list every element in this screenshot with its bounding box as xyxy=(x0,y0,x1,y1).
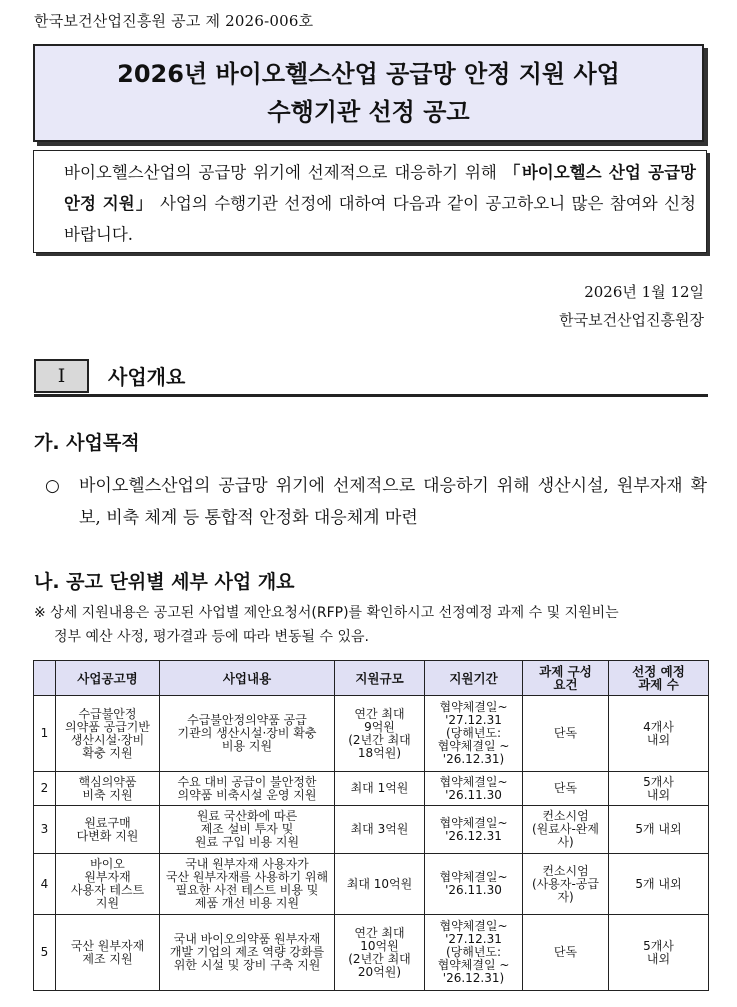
header-program-name: 사업공고명 xyxy=(56,661,160,696)
cell-requirement: 단독 xyxy=(523,696,609,772)
cell-requirement: 컨소시엄 (사용자-공급 자) xyxy=(523,854,609,915)
header-no xyxy=(34,661,56,696)
note-line-1: ※ 상세 지원내용은 공고된 사업별 제안요청서(RFP)를 확인하시고 선정예정 과제 수 및 지원비는 xyxy=(34,605,619,621)
header-scale: 지원규모 xyxy=(335,661,425,696)
bullet-circle-icon: ○ xyxy=(45,476,60,496)
cell-period: 협약체결일~ '26.11.30 xyxy=(425,854,523,915)
table-row xyxy=(34,854,709,915)
cell-program: 국산 원부자재 제조 지원 xyxy=(56,915,160,991)
table-header-row xyxy=(34,661,709,696)
cell-period: 협약체결일~ '26.11.30 xyxy=(425,772,523,806)
cell-count: 5개사 내외 xyxy=(609,915,709,991)
title-line-2: 수행기관 선정 공고 xyxy=(267,98,470,126)
cell-content: 수급불안정의약품 공급 기관의 생산시설·장비 확충 비용 지원 xyxy=(160,696,335,772)
cell-content: 국내 바이오의약품 원부자재 개발 기업의 제조 역량 강화를 위한 시설 및 장비 구축 지원 xyxy=(160,915,335,991)
cell-content: 국내 원부자재 사용자가 국산 원부자재를 사용하기 위해 필요한 사전 테스트 비용 및 제품 개선 비용 지원 xyxy=(160,854,335,915)
announcement-date: 2026년 1월 12일 xyxy=(584,283,704,301)
header-period: 지원기간 xyxy=(425,661,523,696)
cell-requirement: 단독 xyxy=(523,915,609,991)
intro-text-1: 바이오헬스산업의 공급망 위기에 선제적으로 대응하기 위해 xyxy=(64,163,504,182)
intro-paragraph xyxy=(46,157,696,250)
cell-count: 5개사 내외 xyxy=(609,772,709,806)
intro-text-2: 사업의 수행기관 선정에 대하여 다음과 같이 공고하오니 많은 참여와 신청 바랍니다. xyxy=(64,194,696,244)
notice-number: 한국보건산업진흥원 공고 제 2026-006호 xyxy=(34,12,314,30)
table-row xyxy=(34,915,709,991)
cell-program: 핵심의약품 비축 지원 xyxy=(56,772,160,806)
cell-no: 3 xyxy=(34,806,56,854)
program-name: 「바이오헬스 산업 공급망 안정 지원」 xyxy=(64,163,696,213)
purpose-bullet xyxy=(45,470,707,534)
details-heading: 나. 공고 단위별 세부 사업 개요 xyxy=(34,571,295,593)
cell-content: 수요 대비 공급이 불안정한 의약품 비축시설 운영 지원 xyxy=(160,772,335,806)
section-title: 사업개요 xyxy=(108,365,186,389)
cell-scale: 최대 10억원 xyxy=(335,854,425,915)
cell-period: 협약체결일~ '26.12.31 xyxy=(425,806,523,854)
cell-period: 협약체결일~ '27.12.31 (당해년도: 협약체결일 ~ '26.12.31) xyxy=(425,696,523,772)
header-selection-count: 선정 예정 과제 수 xyxy=(609,661,709,696)
section-number: Ⅰ xyxy=(34,359,89,393)
title-line-1: 2026년 바이오헬스산업 공급망 안정 지원 사업 xyxy=(117,60,620,88)
cell-period: 협약체결일~ '27.12.31 (당해년도: 협약체결일 ~ '26.12.31) xyxy=(425,915,523,991)
purpose-text: 바이오헬스산업의 공급망 위기에 선제적으로 대응하기 위해 생산시설, 원부자재 확보, 비축 체계 등 통합적 안정화 대응체계 마련 xyxy=(79,476,707,528)
header-requirement: 과제 구성 요건 xyxy=(523,661,609,696)
section-divider xyxy=(34,394,708,397)
table-row xyxy=(34,806,709,854)
issuer: 한국보건산업진흥원장 xyxy=(559,311,704,329)
cell-scale: 연간 최대 10억원 (2년간 최대 20억원) xyxy=(335,915,425,991)
cell-scale: 최대 1억원 xyxy=(335,772,425,806)
details-note xyxy=(34,601,714,649)
cell-program: 원료구매 다변화 지원 xyxy=(56,806,160,854)
cell-requirement: 컨소시엄 (원료사-완제 사) xyxy=(523,806,609,854)
table-row xyxy=(34,772,709,806)
cell-no: 5 xyxy=(34,915,56,991)
cell-program: 수급불안정 의약품 공급기반 생산시설·장비 확충 지원 xyxy=(56,696,160,772)
intro-box xyxy=(33,150,707,253)
table-row xyxy=(34,696,709,772)
cell-content: 원료 국산화에 따른 제조 설비 투자 및 원료 구입 비용 지원 xyxy=(160,806,335,854)
cell-count: 5개 내외 xyxy=(609,854,709,915)
header-content: 사업내용 xyxy=(160,661,335,696)
cell-scale: 연간 최대 9억원 (2년간 최대 18억원) xyxy=(335,696,425,772)
note-line-2: 정부 예산 사정, 평가결과 등에 따라 변동될 수 있음. xyxy=(54,629,369,645)
program-table xyxy=(33,660,709,991)
purpose-heading: 가. 사업목적 xyxy=(34,432,140,454)
title-box xyxy=(33,44,704,142)
cell-count: 5개 내외 xyxy=(609,806,709,854)
cell-scale: 최대 3억원 xyxy=(335,806,425,854)
cell-no: 2 xyxy=(34,772,56,806)
cell-no: 4 xyxy=(34,854,56,915)
cell-no: 1 xyxy=(34,696,56,772)
cell-count: 4개사 내외 xyxy=(609,696,709,772)
cell-requirement: 단독 xyxy=(523,772,609,806)
cell-program: 바이오 원부자재 사용자 테스트 지원 xyxy=(56,854,160,915)
